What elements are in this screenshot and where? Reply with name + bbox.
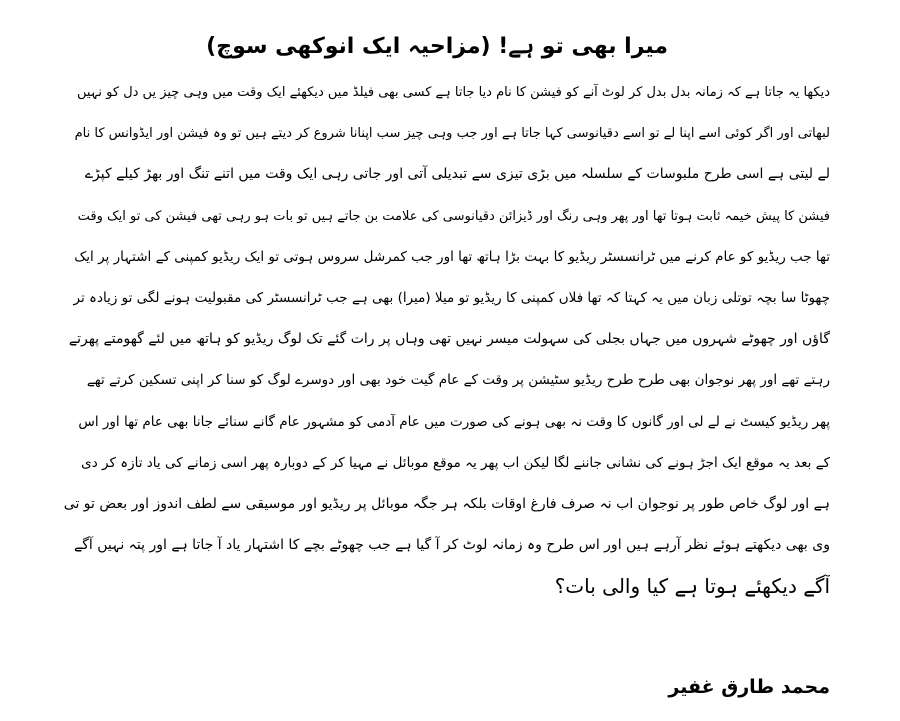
author-name: محمد طارق غفیر [668, 676, 830, 698]
article-line: دیکھا یہ جاتا ہے کہ زمانہ بدل بدل کر لوٹ آنے کو فیشن کا نام دیا جاتا ہے کسی بھی فیلڈ میں دیکھئے ایک وقت میں وہی چیز یں دل کو نہیں [76, 85, 830, 100]
article-line: چھوٹا سا بچہ توتلی زبان میں یہ کہتا کہ تھا فلاں کمپنی کا ریڈیو تو میلا (میرا) بھی ہے جب ٹرانسسٹر کی مقبولیت ہونے لگی تو زیادہ تر [73, 289, 830, 306]
article-line: رہتے تھے اور پھر نوجوان بھی طرح طرح ریڈیو سٹیشن پر وقت کے عام گیت خود بھی اور دوسرے لوگ کو سنا کر اپنی تسکین کرتے تھے [86, 372, 830, 389]
article-title: میرا بھی تو ہے! (مزاحیہ ایک انوکھی سوچ) [206, 34, 668, 59]
article-line: پھر ریڈیو کیسٹ نے لے لی اور گانوں کا وقت نہ بھی ہونے کی صورت میں عام آدمی کو مشہور عام گانے سنائے جانا بھی عام تھا اور اس [78, 413, 830, 430]
article-line: ہے اور لوگ خاص طور پر نوجوان اب نہ صرف فارغ اوقات بلکہ ہر جگہ موبائل پر ریڈیو اور موسیقی سے لطف اندوز اور بعض تو تی [63, 495, 830, 512]
article-line: لبھاتی اور اگر کوئی اسے اپنا لے تو اسے دقیانوسی کہا جاتا ہے اور جب وہی چیز سب اپنانا شروع کر دیتے ہیں تو وہ فیشن اور ایڈوانس کا نام [74, 126, 830, 142]
article-line: تھا جب ریڈیو کو عام کرنے میں ٹرانسسٹر ریڈیو کا بہت بڑا ہاتھ تھا اور جب کمرشل سروس ہوتی تو ایک ریڈیو کمپنی کے اشتہار پر ایک [74, 248, 830, 265]
article-line: کے بعد یہ موقع ایک اجڑ ہونے کی نشانی جاننے لگا لیکن اب پھر یہ موقع موبائل نے مہیا کر کے دوبارہ پھر اسی زمانے کی یاد تازہ کر دی [81, 454, 830, 471]
article-line: وی بھی دیکھتے ہوئے نظر آرہے ہیں اور اس طرح وہ زمانہ لوٹ کر آ گیا ہے جب چھوٹے بچے کا اشتہار یاد آ جاتا ہے اور پتہ نہیں آگے [74, 537, 830, 554]
article-body [60, 72, 830, 607]
article-line: لے لیتی ہے اسی طرح ملبوسات کے سلسلہ میں بڑی تیزی سے تبدیلی آتی اور جاتی رہی ایک وقت میں اتنے تنگ اور بھڑ کیلے کپڑے [84, 166, 830, 183]
article-line: فیشن کا پیش خیمہ ثابت ہوتا تھا اور پھر وہی رنگ اور ڈیزائن دقیانوسی کی علامت بن جاتے ہیں تو بات ہو رہی تھی فیشن کی تو ایک وقت [77, 208, 830, 224]
article-line: آگے دیکھئے ہوتا ہے کیا والی بات؟ [554, 574, 830, 599]
article-line: گاؤں اور چھوٹے شہروں میں جہاں بجلی کی سہولت میسر نہیں تھی وہاں پر رات گئے تک لوگ ریڈیو کو ہاتھ میں لئے گھومتے پھرتے [68, 331, 830, 348]
